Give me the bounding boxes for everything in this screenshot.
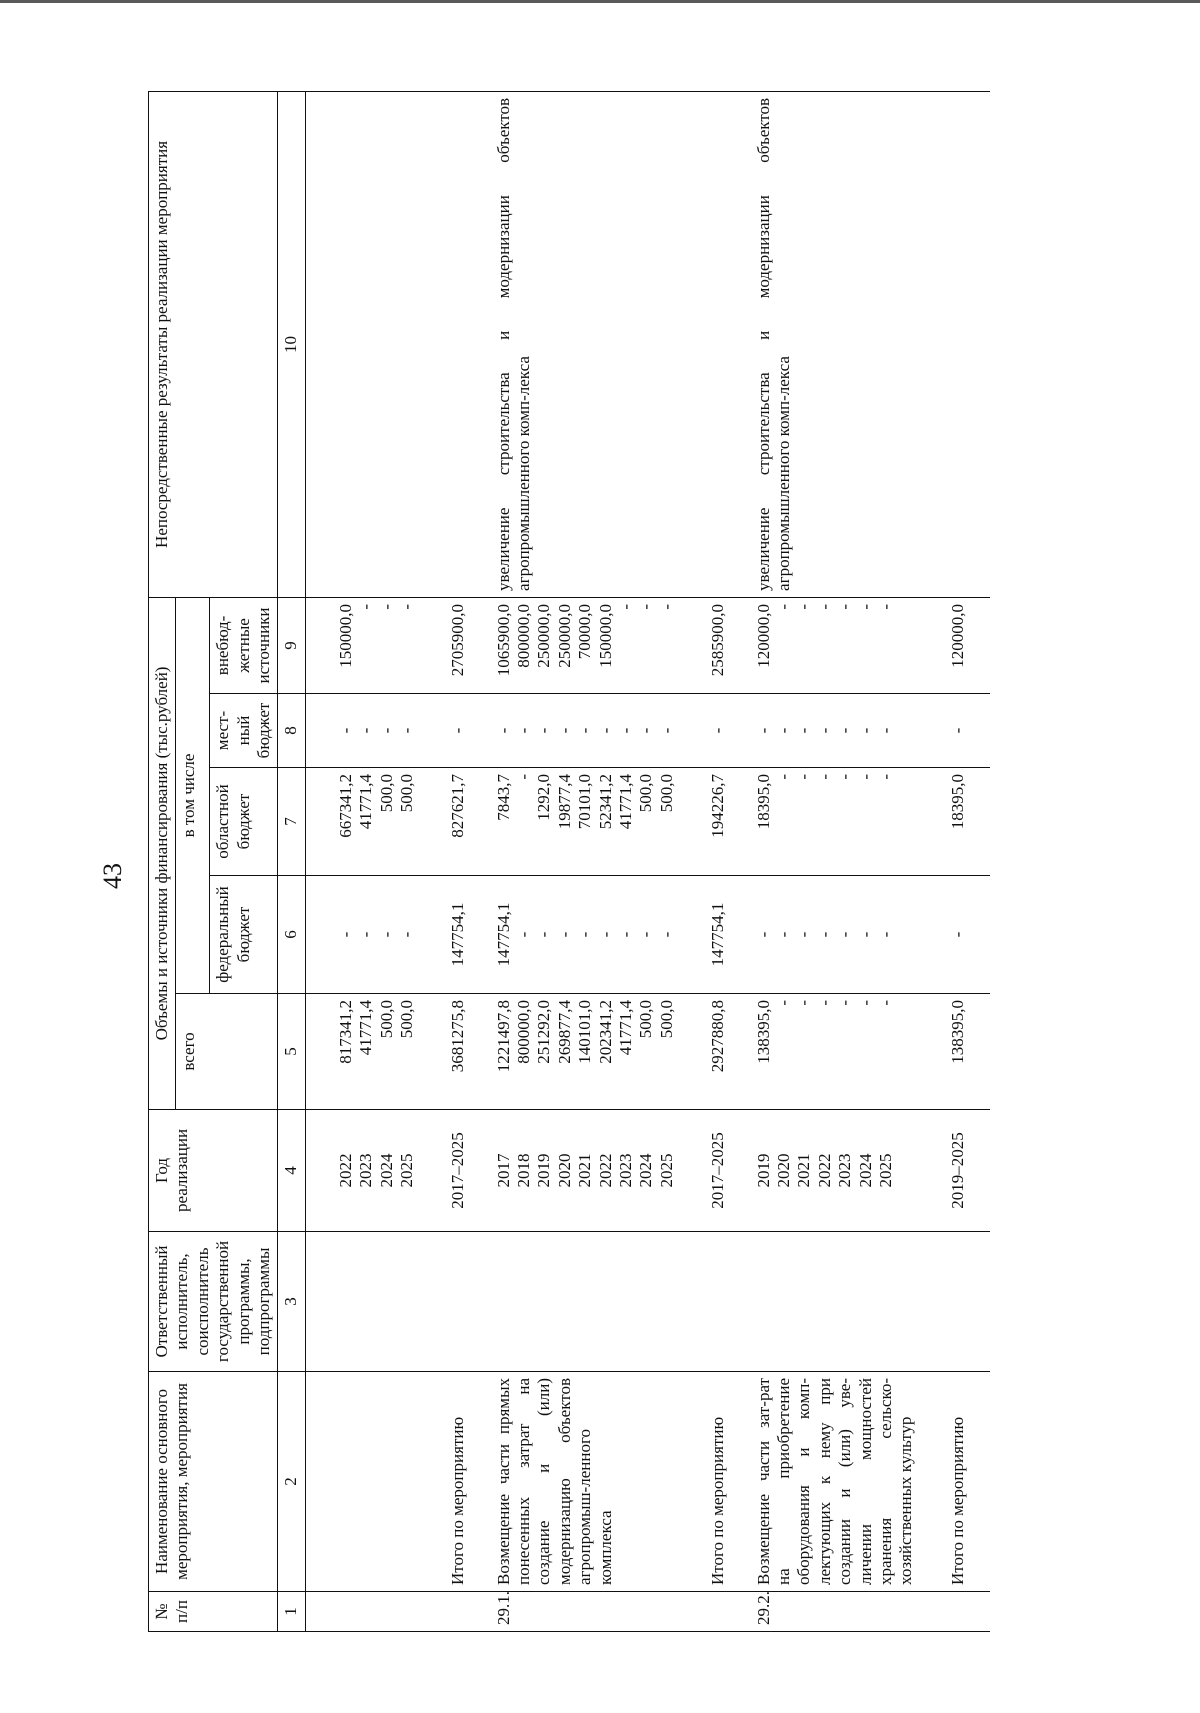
row-total: 138395,0: [920, 994, 990, 1110]
header-executor: Ответственный исполнитель, соисполнитель государственной программы, подпрограммы: [149, 1232, 278, 1372]
row-federal: 147754,1: [420, 876, 490, 994]
row-federal: 147754,1: [680, 876, 750, 994]
column-number: 3: [278, 1232, 305, 1372]
row-years: 2022 2023 2024 2025: [305, 1110, 420, 1232]
row-extra: 2705900,0: [420, 597, 490, 693]
column-number: 1: [278, 1592, 305, 1632]
row-executor: [305, 1232, 420, 1372]
table-row-total: [420, 91, 490, 1631]
row-result: [305, 91, 420, 597]
column-number: 4: [278, 1110, 305, 1232]
rotated-page-content: [148, 92, 1200, 1632]
row-extra: 1065900,0 800000,0 250000,0 250000,0 70000,0 150000,0 - - -: [491, 597, 681, 693]
row-executor: [751, 1232, 920, 1372]
row-regional: 827621,7: [420, 768, 490, 876]
row-executor: [420, 1232, 490, 1372]
row-years: 2019 2020 2021 2022 2023 2024 2025: [751, 1110, 920, 1232]
row-result: увеличение строительства и модернизации объектов агропромышленного комп-лекса: [751, 91, 920, 597]
row-local: -: [920, 694, 990, 768]
column-number: 8: [278, 694, 305, 768]
row-executor: [680, 1232, 750, 1372]
row-number: [305, 1592, 420, 1632]
row-total: 817341,2 41771,4 500,0 500,0: [305, 994, 420, 1110]
row-name: [305, 1372, 420, 1592]
column-number: 6: [278, 876, 305, 994]
row-name: Итого по мероприятию: [920, 1372, 990, 1592]
row-local: -: [680, 694, 750, 768]
row-extra: 120000,0 - - - - - -: [751, 597, 920, 693]
table-row-total: [920, 91, 990, 1631]
row-name: Возмещение части прямых понесенных затрат на создание и (или) модернизацию объектов агропромыш-ленного комплекса: [491, 1372, 681, 1592]
row-total: 3681275,8: [420, 994, 490, 1110]
row-extra: 2585900,0: [680, 597, 750, 693]
row-local: - - - - - - - - -: [491, 694, 681, 768]
row-total: 138395,0 - - - - - -: [751, 994, 920, 1110]
row-result: увеличение строительства и модернизации объектов агропромышленного комп-лекса: [491, 91, 681, 597]
row-number: [420, 1592, 490, 1632]
row-extra: 120000,0: [920, 597, 990, 693]
page-top-edge: [0, 0, 1200, 3]
column-number: 10: [278, 91, 305, 597]
row-total: 2927880,8: [680, 994, 750, 1110]
row-total: 1221497,8 800000,0 251292,0 269877,4 140101,0 202341,2 41771,4 500,0 500,0: [491, 994, 681, 1110]
header-federal: федеральный бюджет: [210, 876, 278, 994]
row-years: 2019–2025: [920, 1110, 990, 1232]
header-results: Непосредственные результаты реализации мероприятия: [149, 91, 278, 597]
row-local: - - - -: [305, 694, 420, 768]
row-result: [420, 91, 490, 597]
row-number: [680, 1592, 750, 1632]
page-number: 43: [98, 863, 127, 889]
row-federal: 147754,1 - - - - - - - -: [491, 876, 681, 994]
row-executor: [491, 1232, 681, 1372]
row-years: 2017–2025: [420, 1110, 490, 1232]
row-extra: 150000,0 - - -: [305, 597, 420, 693]
row-local: - - - - - - -: [751, 694, 920, 768]
table-row-total: [680, 91, 750, 1631]
header-number: № п/п: [149, 1592, 278, 1632]
column-number: 2: [278, 1372, 305, 1592]
row-result: [680, 91, 750, 597]
column-number: 5: [278, 994, 305, 1110]
row-federal: - - - - - - -: [751, 876, 920, 994]
header-year: Год реализации: [149, 1110, 278, 1232]
row-executor: [920, 1232, 990, 1372]
header-funding: Объемы и источники финансирования (тыс.рублей): [149, 597, 176, 1109]
row-local: -: [420, 694, 490, 768]
row-number: 29.2.: [751, 1592, 920, 1632]
row-regional: 18395,0: [920, 768, 990, 876]
row-name: Возмещение части зат-рат на приобретение оборудования и комп-лектующих к нему при создании и (или) уве-личении мощностей хранения сельско-хозяйственных культур: [751, 1372, 920, 1592]
table-row: [491, 91, 681, 1631]
row-name: Итого по мероприятию: [420, 1372, 490, 1592]
row-regional: 194226,7: [680, 768, 750, 876]
column-number: 9: [278, 597, 305, 693]
row-regional: 667341,2 41771,4 500,0 500,0: [305, 768, 420, 876]
header-in-that-number: в том числе: [176, 597, 210, 993]
row-name: Итого по мероприятию: [680, 1372, 750, 1592]
header-local: мест-ный бюджет: [210, 694, 278, 768]
header-extra: внебюд-жетные источники: [210, 597, 278, 693]
row-regional: 18395,0 - - - - - -: [751, 768, 920, 876]
column-number: 7: [278, 768, 305, 876]
row-number: [920, 1592, 990, 1632]
row-result: [920, 91, 990, 597]
funding-table: [148, 91, 990, 1632]
header-name: Наименование основного мероприятия, мероприятия: [149, 1372, 278, 1592]
table-row: [305, 91, 420, 1631]
row-regional: 7843,7 - 1292,0 19877,4 70101,0 52341,2 41771,4 500,0 500,0: [491, 768, 681, 876]
header-total: всего: [176, 994, 278, 1110]
row-number: 29.1.: [491, 1592, 681, 1632]
row-years: 2017–2025: [680, 1110, 750, 1232]
row-federal: - - - -: [305, 876, 420, 994]
row-years: 2017 2018 2019 2020 2021 2022 2023 2024 2025: [491, 1110, 681, 1232]
table-row: [751, 91, 920, 1631]
row-federal: -: [920, 876, 990, 994]
header-regional: областной бюджет: [210, 768, 278, 876]
